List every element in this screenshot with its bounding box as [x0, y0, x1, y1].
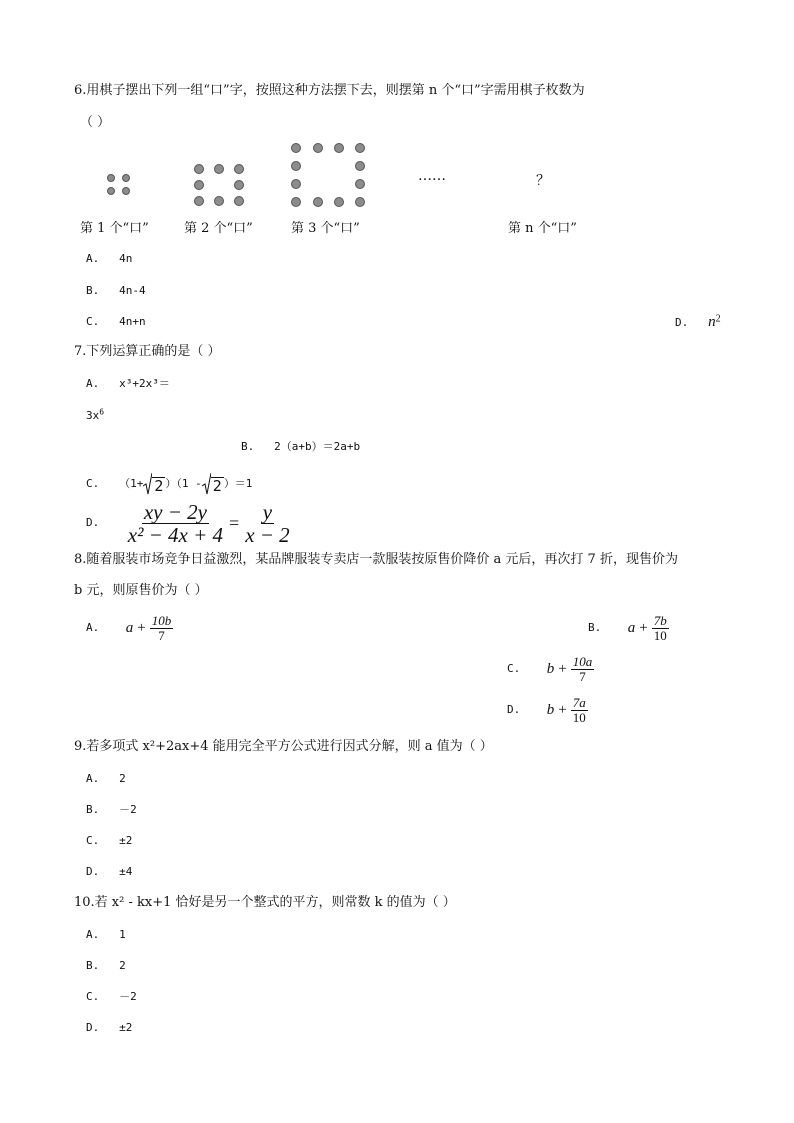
sqrt-expression [143, 473, 165, 495]
option-label: A. [86, 377, 100, 390]
sqrt-expression [202, 473, 224, 495]
chess-piece [355, 143, 365, 153]
option-variable: a [125, 620, 134, 636]
q6-stem: 6.用棋子摆出下列一组“口”字，按照这种方法摆下去，则摆第 n 个“口”字需用棋子枚数为 [74, 83, 585, 98]
q8-option-b[interactable] [588, 612, 669, 644]
option-label: D. [86, 1021, 100, 1034]
chess-piece [194, 180, 204, 190]
option-label: B. [86, 803, 100, 816]
q6-option-a[interactable] [86, 251, 132, 267]
chess-piece [107, 187, 115, 195]
radical-sign [202, 473, 211, 495]
option-text: x³+2x³＝ [119, 377, 170, 390]
option-text: 2 [119, 772, 126, 785]
option-superscript: 6 [99, 407, 105, 417]
chess-piece [122, 187, 130, 195]
option-text: 4n-4 [119, 284, 146, 297]
chess-piece [214, 164, 224, 174]
chess-piece [313, 143, 323, 153]
option-label: D. [675, 316, 689, 329]
option-text-pre: （1+ [119, 477, 144, 490]
chess-piece [194, 164, 204, 174]
q9-stem: 9.若多项式 x²+2ax+4 能用完全平方公式进行因式分解，则 a 值为（ ） [74, 739, 493, 754]
q7-option-b[interactable] [241, 439, 360, 455]
option-superscript: 2 [715, 313, 721, 325]
q6-option-b[interactable] [86, 283, 146, 299]
q8-option-a[interactable] [86, 612, 173, 644]
option-text: 2（a+b）＝2a+b [274, 440, 361, 453]
q6-caption-2: 第 2 个“口” [184, 221, 253, 236]
chess-piece [313, 197, 323, 207]
chess-piece [122, 174, 130, 182]
chess-piece [107, 174, 115, 182]
q6-ellipsis: …… [418, 168, 446, 184]
option-label: A. [86, 928, 100, 941]
option-text: 4n+n [119, 315, 146, 328]
option-label: C. [86, 834, 100, 847]
option-fraction [150, 614, 174, 643]
chess-piece [334, 143, 344, 153]
fraction-denominator: 7 [579, 668, 586, 684]
q8-stem-line-2: b 元，则原售价为（ ） [74, 583, 208, 598]
chess-piece [291, 197, 301, 207]
option-label: D. [507, 703, 521, 716]
q10-option-a[interactable] [86, 927, 126, 943]
option-label: B. [588, 621, 602, 634]
option-label: A. [86, 772, 100, 785]
q10-option-d[interactable] [86, 1020, 132, 1036]
fraction-numerator: 10b [151, 612, 172, 628]
q6-question-mark: ？ [536, 173, 550, 189]
option-variable: a [627, 620, 636, 636]
lhs-numerator: xy − 2y [143, 499, 207, 524]
q8-option-d[interactable] [507, 694, 588, 726]
option-text: ±4 [119, 865, 133, 878]
q7-option-d[interactable] [86, 500, 292, 546]
option-variable: b [546, 661, 555, 677]
option-label: C. [507, 662, 521, 675]
chess-piece [194, 196, 204, 206]
q7-option-c[interactable] [86, 470, 252, 498]
q9-option-a[interactable] [86, 771, 126, 787]
option-label: A. [86, 621, 100, 634]
option-label: B. [86, 959, 100, 972]
radicand: 2 [154, 477, 164, 495]
chess-piece [291, 161, 301, 171]
option-text: 1 [119, 928, 126, 941]
q6-caption-1: 第 1 个“口” [80, 221, 149, 236]
q6-caption-3: 第 3 个“口” [291, 221, 360, 236]
plus-sign: + [137, 620, 146, 636]
option-label: C. [86, 990, 100, 1003]
option-text: 2 [119, 959, 126, 972]
equals-sign: = [229, 513, 240, 533]
lhs-denominator: x² − 4x + 4 [127, 522, 224, 547]
q8-stem-line-1: 8.随着服装市场竞争日益激烈，某品牌服装专卖店一款服装按原售价降价 a 元后，再次打 7 折，现售价为 [74, 552, 678, 567]
option-text-mid: ）（1 - [165, 477, 202, 490]
rhs-fraction [243, 501, 292, 546]
radical-sign [143, 473, 152, 495]
option-text: －2 [119, 803, 137, 816]
fraction-denominator: 7 [158, 627, 165, 643]
rhs-numerator: y [262, 499, 273, 524]
option-fraction [571, 655, 595, 684]
chess-piece [355, 197, 365, 207]
option-label: B. [241, 440, 255, 453]
chess-piece [234, 180, 244, 190]
fraction-denominator: 10 [653, 627, 667, 643]
q6-option-c[interactable] [86, 314, 146, 330]
q8-option-c[interactable] [507, 653, 594, 685]
q6-answer-paren: （ ） [80, 115, 111, 130]
q6-option-d[interactable] [675, 314, 721, 331]
chess-piece [291, 179, 301, 189]
q10-stem: 10.若 x² - kx+1 恰好是另一个整式的平方，则常数 k 的值为（ ） [74, 895, 456, 910]
rhs-denominator: x − 2 [245, 522, 290, 547]
option-variable: b [546, 702, 555, 718]
option-label: B. [86, 284, 100, 297]
fraction-numerator: 7a [572, 694, 586, 710]
option-label: C. [86, 315, 100, 328]
chess-piece [234, 164, 244, 174]
chess-piece [334, 197, 344, 207]
q10-option-c[interactable] [86, 989, 137, 1005]
chess-piece [234, 196, 244, 206]
option-fraction [571, 696, 588, 725]
q10-option-b[interactable] [86, 958, 126, 974]
option-label: D. [86, 865, 100, 878]
plus-sign: + [558, 702, 567, 718]
q9-option-b[interactable] [86, 802, 137, 818]
q9-option-d[interactable] [86, 864, 132, 880]
option-label: D. [86, 516, 100, 529]
option-label: A. [86, 252, 100, 265]
q9-option-c[interactable] [86, 833, 132, 849]
plus-sign: + [558, 661, 567, 677]
option-text: －2 [119, 990, 137, 1003]
plus-sign: + [639, 620, 648, 636]
q6-caption-n: 第 n 个“口” [508, 221, 577, 236]
q7-stem: 7.下列运算正确的是（ ） [74, 344, 221, 359]
lhs-fraction [126, 501, 225, 546]
fraction-denominator: 10 [572, 709, 586, 725]
q7-option-a-continued [86, 408, 104, 424]
option-text-continued: 3x [86, 409, 100, 422]
fraction-numerator: 10a [572, 653, 593, 669]
chess-piece [214, 196, 224, 206]
radicand: 2 [212, 477, 222, 495]
chess-piece [355, 161, 365, 171]
option-text: ±2 [119, 834, 133, 847]
chess-piece [355, 179, 365, 189]
option-label: C. [86, 477, 100, 490]
q7-option-a[interactable] [86, 376, 170, 392]
option-text-post: ）＝1 [223, 477, 253, 490]
option-fraction [652, 614, 669, 643]
fraction-numerator: 7b [653, 612, 667, 628]
option-text: 4n [119, 252, 133, 265]
option-text: n [708, 314, 716, 330]
chess-piece [291, 143, 301, 153]
option-text: ±2 [119, 1021, 133, 1034]
